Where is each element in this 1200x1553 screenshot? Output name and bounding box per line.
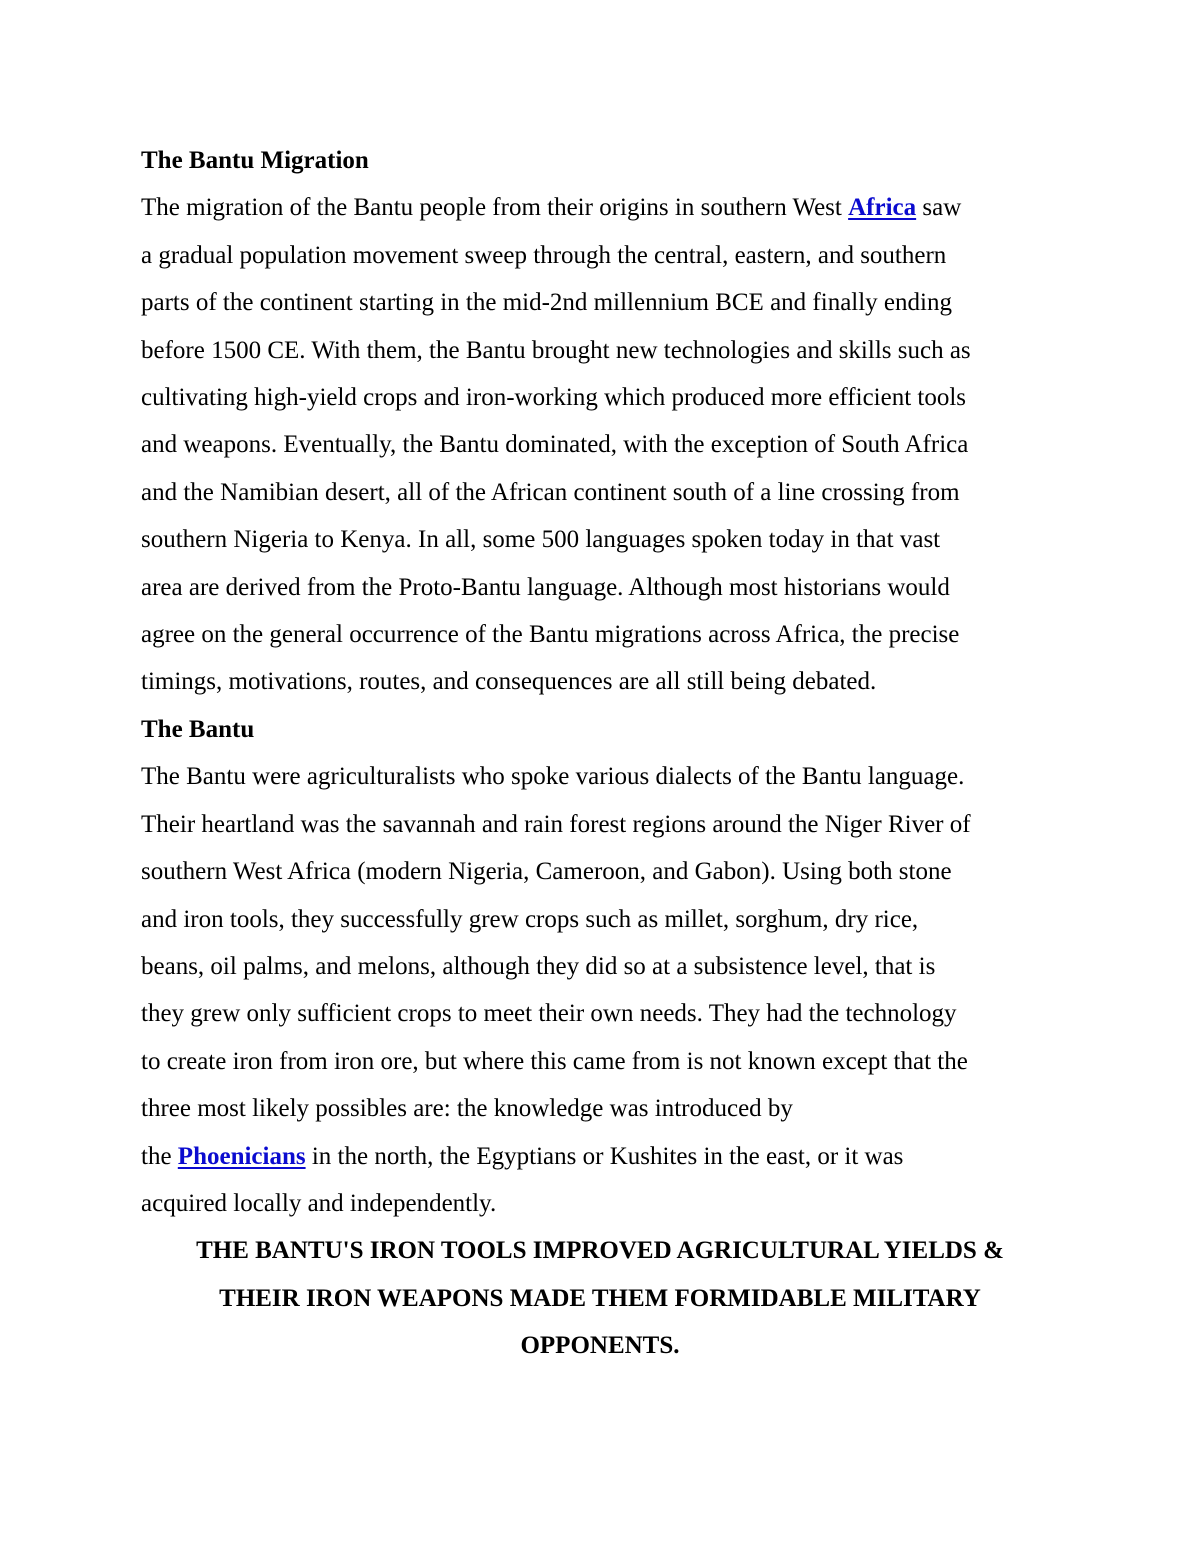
callout-line: THEIR IRON WEAPONS MADE THEM FORMIDABLE MILITARY [219,1284,981,1312]
callout-line: OPPONENTS. [520,1332,680,1360]
link-africa[interactable]: Africa [848,194,917,222]
document-body [141,137,1061,1370]
text-line: to create iron from iron ore, but where this came from is not known except that the [141,1047,968,1075]
callout-heading [96,1227,1104,1369]
text-span: the [141,1142,178,1170]
text-line: area are derived from the Proto-Bantu language. Although most historians would [141,573,950,601]
link-phoenicians[interactable]: Phoenicians [177,1142,306,1170]
paragraph-the-bantu [141,753,1061,1227]
text-line: Their heartland was the savannah and rain forest regions around the Niger River of [141,810,971,838]
text-line [141,1133,1061,1180]
callout-line: THE BANTU'S IRON TOOLS IMPROVED AGRICULTURAL YIELDS & [196,1237,1004,1265]
text-line: cultivating high-yield crops and iron-working which produced more efficient tools [141,384,967,412]
text-line: parts of the continent starting in the mid-2nd millennium BCE and finally ending [141,289,952,317]
text-line: a gradual population movement sweep through the central, eastern, and southern [141,241,947,269]
text-line: timings, motivations, routes, and consequences are all still being debated. [141,668,877,696]
text-span: in the north, the Egyptians or Kushites in the east, or it was [305,1142,904,1170]
text-span: saw [916,194,962,222]
text-line: southern Nigeria to Kenya. In all, some 500 languages spoken today in that vast [141,526,941,554]
paragraph-bantu-migration [141,184,1061,705]
section-heading-bantu-migration: The Bantu Migration [141,147,369,174]
text-line: The Bantu were agriculturalists who spoke various dialects of the Bantu language. [141,763,965,791]
text-line: beans, oil palms, and melons, although they did so at a subsistence level, that is [141,952,936,980]
text-line [141,184,1061,231]
text-line: before 1500 CE. With them, the Bantu brought new technologies and skills such as [141,336,971,364]
text-line: and the Namibian desert, all of the African continent south of a line crossing from [141,478,960,506]
text-line: and iron tools, they successfully grew crops such as millet, sorghum, dry rice, [141,905,919,933]
section-heading-the-bantu: The Bantu [141,715,255,743]
text-line: and weapons. Eventually, the Bantu dominated, with the exception of South Africa [141,431,969,459]
text-line: they grew only sufficient crops to meet their own needs. They had the technology [141,1000,957,1028]
text-line: three most likely possibles are: the knowledge was introduced by [141,1095,793,1123]
text-line: agree on the general occurrence of the Bantu migrations across Africa, the precise [141,621,960,649]
text-line: southern West Africa (modern Nigeria, Cameroon, and Gabon). Using both stone [141,858,952,886]
text-line: acquired locally and independently. [141,1189,497,1217]
text-span: The migration of the Bantu people from their origins in southern West [141,194,849,222]
